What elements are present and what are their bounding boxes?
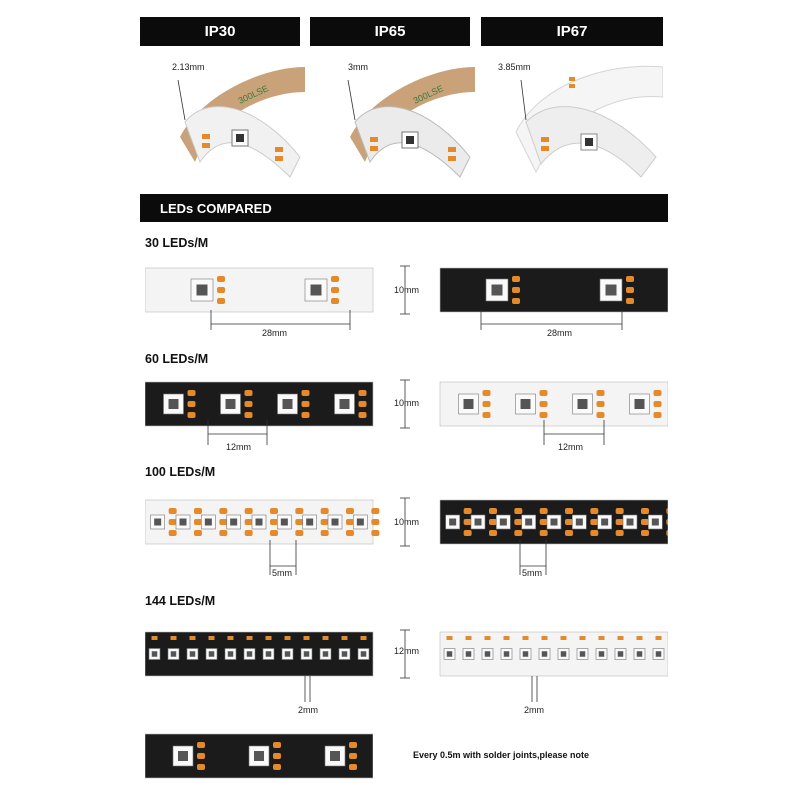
solder-pad bbox=[512, 276, 520, 282]
spacing-right-100: 5mm bbox=[522, 568, 542, 578]
solder-pad bbox=[331, 276, 339, 282]
solder-pad bbox=[331, 298, 339, 304]
spacing-left-30: 28mm bbox=[262, 328, 288, 338]
solder-pad bbox=[540, 530, 548, 536]
ip67-header: IP67 bbox=[481, 17, 663, 46]
solder-pad bbox=[270, 508, 278, 514]
solder-pad bbox=[194, 530, 202, 536]
solder-pad bbox=[321, 519, 329, 525]
led-die bbox=[256, 519, 263, 526]
solder-pad bbox=[540, 508, 548, 514]
led-die bbox=[635, 399, 645, 409]
led-die bbox=[285, 651, 291, 657]
solder-pad bbox=[485, 636, 491, 640]
solder-pad bbox=[295, 530, 303, 536]
solder-pad bbox=[641, 519, 649, 525]
led-die bbox=[601, 519, 608, 526]
spacing-left-60: 12mm bbox=[226, 442, 252, 452]
led-die bbox=[311, 285, 322, 296]
led-die bbox=[152, 651, 158, 657]
solder-pad bbox=[540, 519, 548, 525]
solder-pad bbox=[169, 519, 177, 525]
solder-pad bbox=[656, 636, 662, 640]
solder-pad bbox=[349, 753, 357, 759]
solder-pad bbox=[197, 753, 205, 759]
led-die bbox=[475, 519, 482, 526]
led-die bbox=[230, 519, 237, 526]
solder-pad bbox=[371, 508, 379, 514]
led-die bbox=[281, 519, 288, 526]
solder-pad bbox=[270, 530, 278, 536]
led-die bbox=[606, 285, 617, 296]
solder-pad bbox=[489, 519, 497, 525]
solder-pad bbox=[616, 519, 624, 525]
width-label-30: 10mm bbox=[394, 285, 420, 295]
solder-pad bbox=[302, 390, 310, 396]
row-title-100: 100 LEDs/M bbox=[145, 465, 216, 479]
led-die bbox=[340, 399, 350, 409]
solder-pad bbox=[245, 401, 253, 407]
solder-pad bbox=[209, 636, 215, 640]
solder-pad bbox=[346, 519, 354, 525]
solder-pad bbox=[342, 636, 348, 640]
led-die bbox=[599, 651, 605, 657]
solder-pad bbox=[295, 519, 303, 525]
solder-pad bbox=[247, 636, 253, 640]
led-die bbox=[542, 651, 548, 657]
solder-pad bbox=[464, 519, 472, 525]
solder-pad bbox=[565, 519, 573, 525]
led-die bbox=[580, 651, 586, 657]
solder-pad bbox=[540, 401, 548, 407]
solder-pad bbox=[561, 636, 567, 640]
ip65-thickness: 3mm bbox=[348, 62, 368, 72]
spacing-right-30: 28mm bbox=[547, 328, 573, 338]
solder-pad bbox=[626, 287, 634, 293]
solder-pad bbox=[616, 530, 624, 536]
solder-pad bbox=[514, 508, 522, 514]
solder-pad bbox=[346, 508, 354, 514]
led-die bbox=[525, 519, 532, 526]
led-die bbox=[561, 651, 567, 657]
led-die bbox=[627, 519, 634, 526]
solder-pad bbox=[504, 636, 510, 640]
solder-pad bbox=[654, 401, 662, 407]
led-die bbox=[578, 399, 588, 409]
spacing-left-100: 5mm bbox=[272, 568, 292, 578]
solder-pad bbox=[245, 412, 253, 418]
solder-pad bbox=[188, 390, 196, 396]
led-die bbox=[504, 651, 510, 657]
solder-pad bbox=[169, 530, 177, 536]
ip67-thickness: 3.85mm bbox=[498, 62, 531, 72]
led-die bbox=[523, 651, 529, 657]
solder-pad bbox=[597, 401, 605, 407]
led-die bbox=[361, 651, 367, 657]
ip65-strip-photo bbox=[310, 52, 475, 182]
solder-pad bbox=[580, 636, 586, 640]
led-die bbox=[266, 651, 272, 657]
ip65-header: IP65 bbox=[310, 17, 470, 46]
ip30-thickness: 2.13mm bbox=[172, 62, 205, 72]
solder-pad bbox=[323, 636, 329, 640]
solder-pad bbox=[219, 508, 227, 514]
solder-pad bbox=[654, 412, 662, 418]
solder-pad bbox=[197, 764, 205, 770]
solder-pad bbox=[270, 519, 278, 525]
led-die bbox=[576, 519, 583, 526]
row-title-30: 30 LEDs/M bbox=[145, 236, 209, 250]
solder-pad bbox=[331, 287, 339, 293]
solder-pad bbox=[359, 401, 367, 407]
solder-pad bbox=[285, 636, 291, 640]
solder-pad bbox=[217, 287, 225, 293]
solder-pad bbox=[190, 636, 196, 640]
solder-pad bbox=[171, 636, 177, 640]
led-die bbox=[190, 651, 196, 657]
solder-pad bbox=[616, 508, 624, 514]
solder-pad bbox=[245, 519, 253, 525]
led-die bbox=[304, 651, 310, 657]
led-die bbox=[656, 651, 662, 657]
solder-pad bbox=[626, 276, 634, 282]
solder-pad bbox=[371, 519, 379, 525]
solder-pad bbox=[542, 636, 548, 640]
solder-pad bbox=[197, 742, 205, 748]
solder-pad bbox=[483, 390, 491, 396]
solder-pad bbox=[346, 530, 354, 536]
led-die bbox=[226, 399, 236, 409]
spacing-right-60: 12mm bbox=[558, 442, 584, 452]
solder-pad bbox=[169, 508, 177, 514]
spacing-right-144: 2mm bbox=[524, 705, 544, 715]
solder-pad bbox=[359, 390, 367, 396]
solder-pad bbox=[194, 519, 202, 525]
solder-pad bbox=[349, 764, 357, 770]
led-die bbox=[330, 751, 340, 761]
led-die bbox=[485, 651, 491, 657]
tape-label: 300LSE bbox=[236, 83, 270, 106]
solder-pad bbox=[266, 636, 272, 640]
solder-pad bbox=[489, 508, 497, 514]
solder-pad bbox=[590, 530, 598, 536]
solder-pad bbox=[447, 636, 453, 640]
led-die bbox=[492, 285, 503, 296]
solder-pad bbox=[302, 412, 310, 418]
led-die bbox=[254, 751, 264, 761]
solder-pad bbox=[245, 390, 253, 396]
solder-pad bbox=[512, 298, 520, 304]
led-die bbox=[205, 519, 212, 526]
led-die bbox=[521, 399, 531, 409]
solder-pad bbox=[194, 508, 202, 514]
solder-joint-strip bbox=[145, 730, 373, 782]
led-die bbox=[178, 751, 188, 761]
led-die bbox=[306, 519, 313, 526]
led-die bbox=[247, 651, 253, 657]
led-die bbox=[171, 651, 177, 657]
led-die bbox=[180, 519, 187, 526]
solder-pad bbox=[217, 298, 225, 304]
led-die bbox=[332, 519, 339, 526]
led-die bbox=[357, 519, 364, 526]
solder-pad bbox=[523, 636, 529, 640]
solder-pad bbox=[217, 276, 225, 282]
solder-pad bbox=[590, 519, 598, 525]
solder-pad bbox=[466, 636, 472, 640]
solder-pad bbox=[637, 636, 643, 640]
solder-pad bbox=[273, 753, 281, 759]
solder-pad bbox=[597, 390, 605, 396]
solder-pad bbox=[489, 530, 497, 536]
width-label-60: 10mm bbox=[394, 398, 420, 408]
solder-pad bbox=[599, 636, 605, 640]
solder-joint-note: Every 0.5m with solder joints,please note bbox=[413, 750, 590, 760]
led-die bbox=[449, 519, 456, 526]
led-die bbox=[500, 519, 507, 526]
tape-label: 300LSE bbox=[411, 83, 445, 106]
led-die bbox=[197, 285, 208, 296]
solder-pad bbox=[641, 508, 649, 514]
solder-pad bbox=[483, 401, 491, 407]
led-die bbox=[637, 651, 643, 657]
solder-pad bbox=[654, 390, 662, 396]
row-title-60: 60 LEDs/M bbox=[145, 352, 209, 366]
solder-pad bbox=[219, 519, 227, 525]
solder-pad bbox=[228, 636, 234, 640]
solder-pad bbox=[464, 508, 472, 514]
solder-pad bbox=[597, 412, 605, 418]
solder-pad bbox=[273, 764, 281, 770]
led-die bbox=[466, 651, 472, 657]
led-die bbox=[464, 399, 474, 409]
solder-pad bbox=[302, 401, 310, 407]
solder-pad bbox=[512, 287, 520, 293]
solder-pad bbox=[590, 508, 598, 514]
spacing-left-144: 2mm bbox=[298, 705, 318, 715]
solder-pad bbox=[219, 530, 227, 536]
solder-pad bbox=[349, 742, 357, 748]
solder-pad bbox=[514, 530, 522, 536]
solder-pad bbox=[321, 530, 329, 536]
solder-pad bbox=[245, 508, 253, 514]
ip30-header: IP30 bbox=[140, 17, 300, 46]
led-die bbox=[283, 399, 293, 409]
solder-pad bbox=[371, 530, 379, 536]
led-die bbox=[209, 651, 215, 657]
solder-pad bbox=[321, 508, 329, 514]
led-die bbox=[447, 651, 453, 657]
width-label-144: 12mm bbox=[394, 646, 420, 656]
solder-pad bbox=[483, 412, 491, 418]
solder-pad bbox=[565, 530, 573, 536]
row-title-144: 144 LEDs/M bbox=[145, 594, 216, 608]
solder-pad bbox=[618, 636, 624, 640]
solder-pad bbox=[152, 636, 158, 640]
solder-pad bbox=[565, 508, 573, 514]
solder-pad bbox=[273, 742, 281, 748]
solder-pad bbox=[359, 412, 367, 418]
solder-pad bbox=[188, 412, 196, 418]
led-die bbox=[169, 399, 179, 409]
ip30-strip-photo bbox=[140, 52, 305, 182]
solder-pad bbox=[304, 636, 310, 640]
leds-compared-header: LEDs COMPARED bbox=[140, 194, 668, 222]
solder-pad bbox=[540, 390, 548, 396]
width-label-100: 10mm bbox=[394, 517, 420, 527]
solder-pad bbox=[245, 530, 253, 536]
led-die bbox=[342, 651, 348, 657]
solder-pad bbox=[641, 530, 649, 536]
solder-pad bbox=[626, 298, 634, 304]
solder-pad bbox=[464, 530, 472, 536]
led-die bbox=[228, 651, 234, 657]
solder-pad bbox=[295, 508, 303, 514]
led-die bbox=[618, 651, 624, 657]
solder-pad bbox=[361, 636, 367, 640]
solder-pad bbox=[514, 519, 522, 525]
led-die bbox=[323, 651, 329, 657]
led-die bbox=[652, 519, 659, 526]
led-die bbox=[551, 519, 558, 526]
solder-pad bbox=[188, 401, 196, 407]
solder-pad bbox=[540, 412, 548, 418]
led-die bbox=[154, 519, 161, 526]
